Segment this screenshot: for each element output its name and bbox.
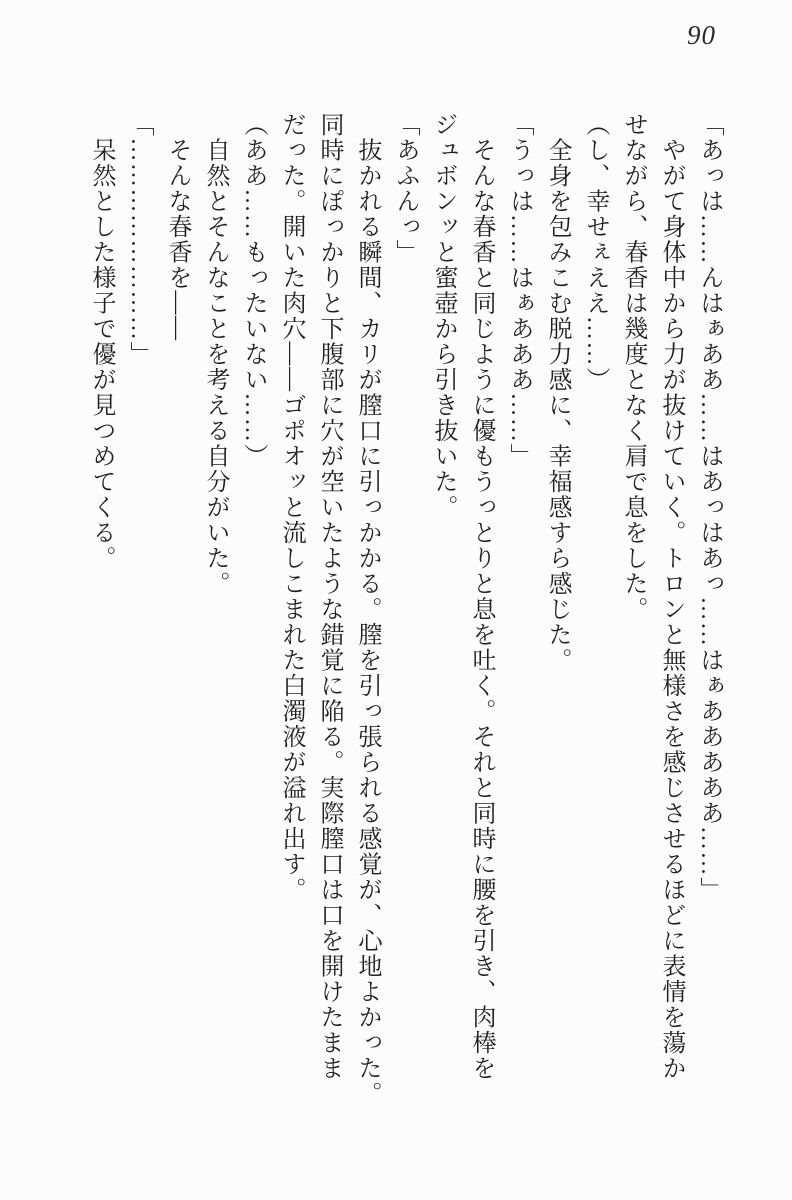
vertical-text-block	[82, 112, 728, 1152]
text-line: 「……………………」	[126, 112, 152, 367]
text-line: （ああ……もったいない……）	[240, 112, 266, 469]
text-line: 抜かれる瞬間、カリが膣口に引っかかる。膣を引っ張られる感覚が、心地よかった。	[354, 112, 380, 1107]
page-number: 90	[687, 20, 716, 50]
text-line: やがて身体中から力が抜けていく。トロンと無様さを感じさせるほどに表情を蕩か	[658, 112, 684, 1081]
text-line: そんな春香と同じように優もうっとりと息を吐く。それと同時に腰を引き、肉棒を	[468, 112, 494, 1081]
text-line: だった。開いた肉穴――ゴポオッと流しこまれた白濁液が溢れ出す。	[278, 112, 304, 903]
text-line: 同時にぽっかりと下腹部に穴が空いたような錯覚に陥る。実際膣口は口を開けたまま	[316, 112, 342, 1081]
text-line: （し、幸せぇええ……）	[582, 112, 608, 393]
text-line: 呆然とした様子で優が見つめてくる。	[88, 112, 114, 571]
text-line: そんな春香を――	[164, 112, 190, 342]
text-line: 「あっは……んはぁああ……はあっはあっ……はぁあああああ……」	[696, 112, 722, 903]
text-line: ジュボンッと蜜壺から引き抜いた。	[430, 112, 456, 520]
text-line: 「うっは……はぁあああ……」	[506, 112, 532, 469]
text-line: 自然とそんなことを考える自分がいた。	[202, 112, 228, 597]
text-line: せながら、春香は幾度となく肩で息をした。	[620, 112, 646, 622]
text-line: 全身を包みこむ脱力感に、幸福感すら感じた。	[544, 112, 570, 673]
text-line: 「あふんっ」	[392, 112, 418, 265]
